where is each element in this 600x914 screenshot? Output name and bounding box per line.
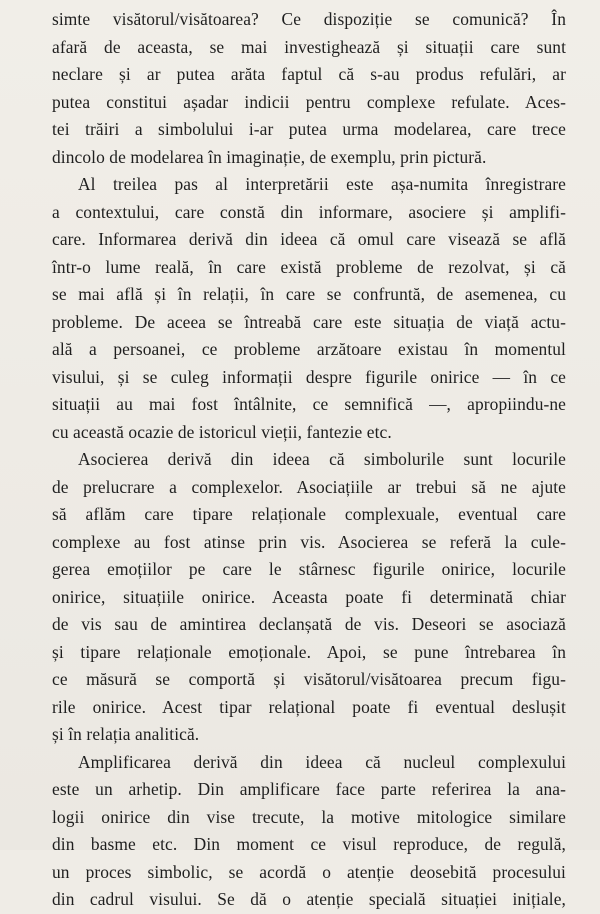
text-line: situații au mai fost întâlnite, ce semnifică —, apropiindu-ne — [52, 394, 566, 414]
text-line: de vis sau de amintirea declanșată de vis. Deseori se asociază — [52, 614, 566, 634]
text-line: visului, și se culeg informații despre figurile onirice — în ce — [52, 366, 566, 387]
text-line: din basme etc. Din moment ce visul reproduce, de regulă, — [52, 834, 566, 854]
text-line: probleme. De aceea se întreabă care este situația de viață actu- — [52, 311, 566, 332]
text-line: cu această ocazie de istoricul vieții, fantezie etc. — [52, 421, 392, 442]
text-line: dincolo de modelarea în imaginație, de exemplu, prin pictură. — [52, 146, 487, 167]
text-line: neclare și ar putea arăta faptul că s-au produs refulări, ar — [52, 64, 566, 84]
text-line: afară de aceasta, se mai investighează și situații care sunt — [52, 36, 566, 57]
text-line: se mai află și în relații, în care se confruntă, de asemenea, cu — [52, 284, 566, 304]
text-line: care. Informarea derivă din ideea că omul care visează se află — [52, 229, 566, 249]
paragraph-first-line: Amplificarea derivă din ideea că nucleul complexului — [78, 751, 566, 772]
text-line: putea constitui așadar indicii pentru complexe refulate. Aces- — [52, 91, 566, 112]
text-line: ală a persoanei, ce probleme arzătoare existau în momentul — [52, 339, 566, 359]
text-line: și tipare relaționale emoționale. Apoi, se pune întrebarea în — [52, 641, 566, 662]
paragraph-first-line: Asocierea derivă din ideea că simbolurile sunt locurile — [78, 449, 566, 469]
text-line: logii onirice din vise trecute, la motive mitologice similare — [52, 806, 566, 827]
text-line: ce măsură se comportă și visătorul/visătoarea precum figu- — [52, 669, 566, 689]
text-line: a contextului, care constă din informare, asociere și amplifi- — [52, 201, 566, 222]
text-line: într-o lume reală, în care există probleme de rezolvat, și că — [52, 256, 566, 277]
text-line: gerea emoțiilor pe care le stârnesc figurile onirice, locurile — [52, 559, 566, 579]
text-line: un proces simbolic, se acordă o atenție deosebită procesului — [52, 861, 566, 882]
text-line: să aflăm care tipare relaționale complexuale, eventual care — [52, 504, 566, 524]
text-line: de prelucrare a complexelor. Asociațiile ar trebui să ne ajute — [52, 476, 566, 497]
paragraph-first-line: Al treilea pas al interpretării este așa-numita înregistrare — [78, 174, 566, 194]
text-line: simte visătorul/visătoarea? Ce dispoziție se comunică? În — [52, 9, 566, 29]
text-line: complexe au fost atinse prin vis. Asocierea se referă la cule- — [52, 531, 566, 552]
text-line: din cadrul visului. Se dă o atenție specială situației inițiale, — [52, 889, 566, 909]
text-line: este un arhetip. Din amplificare face parte referirea la ana- — [52, 779, 566, 799]
text-line: rile onirice. Acest tipar relațional poate fi eventual deslușit — [52, 696, 566, 717]
text-line: tei trăiri a simbolului i-ar putea urma modelarea, care trece — [52, 119, 566, 139]
body-text — [52, 6, 566, 914]
text-line: onirice, situațiile onirice. Aceasta poate fi determinată chiar — [52, 586, 566, 607]
text-line: și în relația analitică. — [52, 724, 200, 744]
